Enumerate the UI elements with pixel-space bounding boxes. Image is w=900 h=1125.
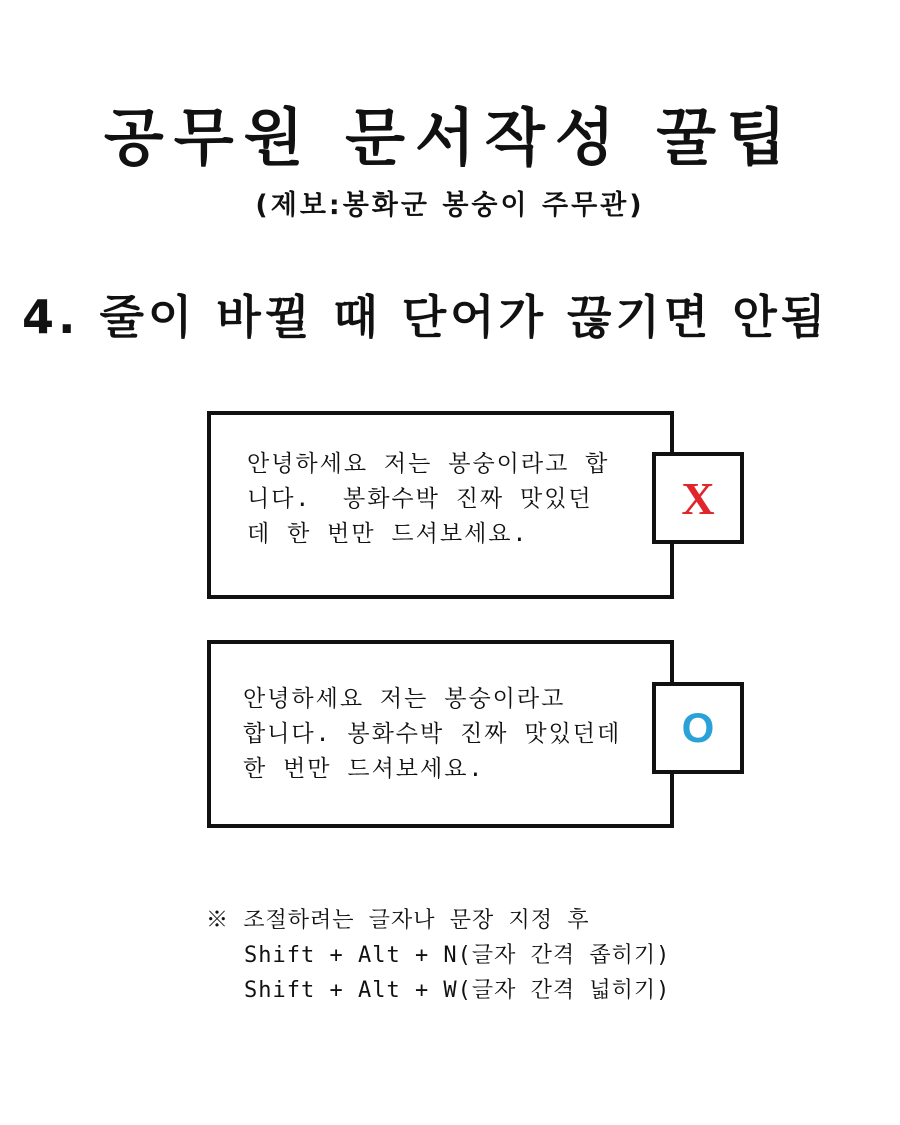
bad-example-line-2: 니다. 봉화수박 진짜 맛있던: [247, 486, 593, 512]
reference-mark-icon: ※: [206, 908, 230, 933]
source-credit: (제보:봉화군 봉숭이 주무관): [255, 190, 645, 221]
tip-intro-line: [206, 903, 670, 938]
shortcut-widen: Shift + Alt + W(글자 간격 넓히기): [244, 978, 671, 1003]
bad-example-line-3: 데 한 번만 드셔보세요.: [247, 521, 529, 547]
tip-block: [206, 903, 670, 1008]
bad-example-box: [207, 411, 674, 599]
good-example-text: [243, 682, 621, 787]
page-title: 공무원 문서작성 꿀팁: [103, 101, 797, 174]
wrong-mark: [652, 452, 744, 544]
good-example-line-3: 한 번만 드셔보세요.: [243, 756, 485, 782]
good-example-line-1: 안녕하세요 저는 봉숭이라고: [243, 686, 566, 712]
section-heading: 4. 줄이 바뀔 때 단어가 끊기면 안됨: [22, 290, 830, 344]
o-mark-icon: O: [681, 704, 715, 751]
good-example-box: [207, 640, 674, 828]
correct-mark: [652, 682, 744, 774]
bad-example-text: [247, 447, 609, 552]
good-example-line-2: 합니다. 봉화수박 진짜 맛있던데: [243, 721, 622, 747]
bad-example-line-1: 안녕하세요 저는 봉숭이라고 합: [247, 451, 610, 477]
x-mark-icon: X: [681, 472, 715, 524]
shortcut-narrow: Shift + Alt + N(글자 간격 좁히기): [244, 943, 671, 968]
tip-intro: 조절하려는 글자나 문장 지정 후: [243, 908, 590, 933]
